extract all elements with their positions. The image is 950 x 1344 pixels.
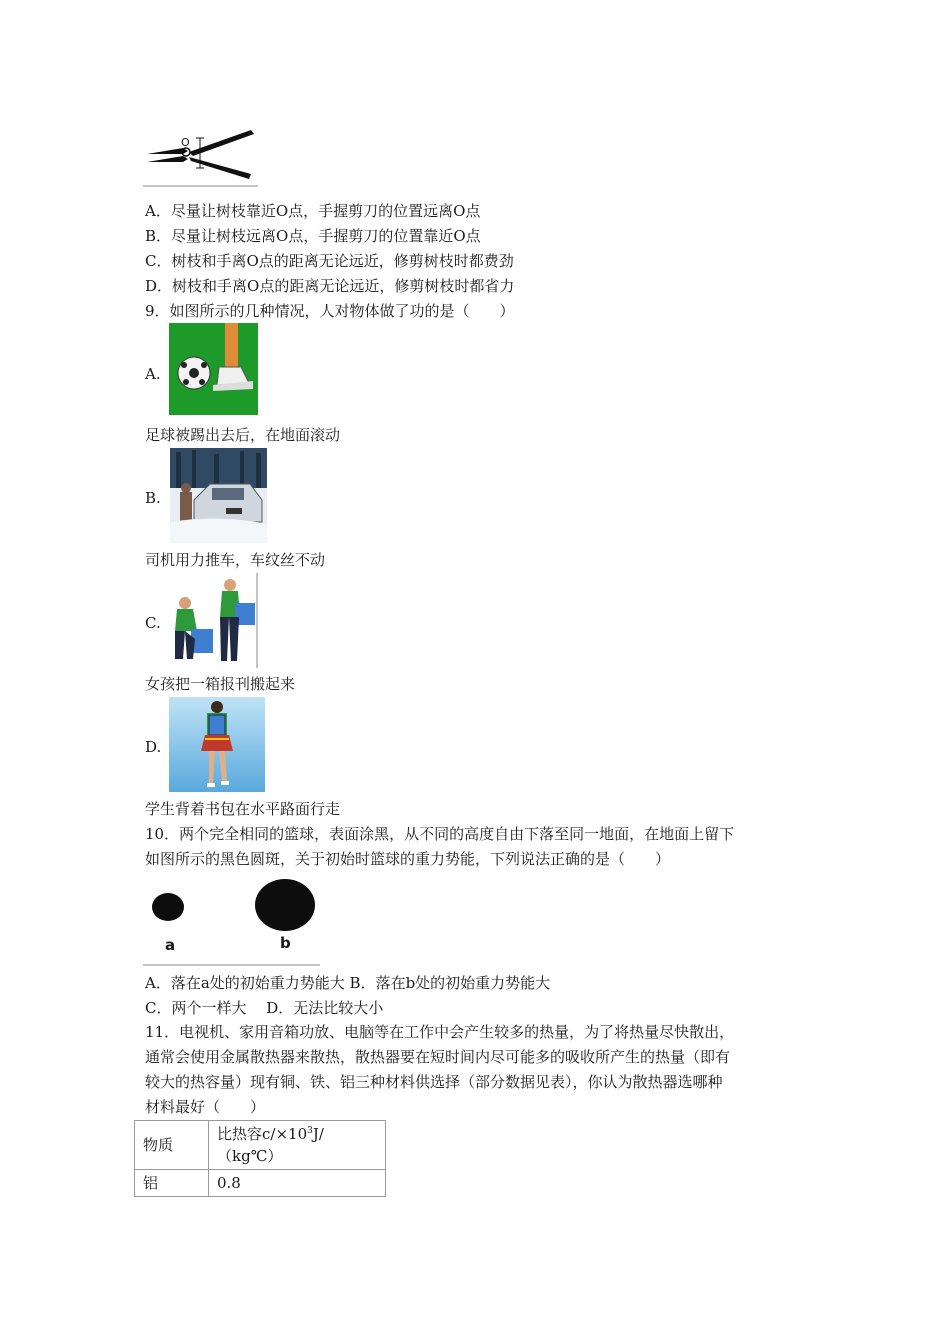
q11-stem-line-4: 材料最好（ ） [145, 1098, 266, 1116]
q11-stem-line-1: 11．电视机、家用音箱功放、电脑等在工作中会产生较多的热量，为了将热量尽快散出， [145, 1023, 735, 1041]
q11-stem-line-2: 通常会使用金属散热器来散热，散热器要在短时间内尽可能多的吸收所产生的热量（即有 [145, 1048, 731, 1066]
q10-stem-line-2: 如图所示的黑色圆斑，关于初始时篮球的重力势能，下列说法正确的是（ ） [145, 850, 671, 868]
student-walking-image [169, 697, 265, 792]
q9-option-c-caption: 女孩把一箱报刊搬起来 [145, 675, 296, 693]
specific-heat-table [134, 1120, 386, 1197]
table-cell: 0.8 [209, 1170, 386, 1197]
q10-options-line-2: C．两个一样大 D．无法比较大小 [145, 999, 384, 1017]
q8-option-a: A．尽量让树枝靠近O点，手握剪刀的位置远离O点 [145, 202, 481, 220]
q10-stem-line-1: 10．两个完全相同的篮球，表面涂黑，从不同的高度自由下落至同一地面，在地面上留下 [145, 825, 735, 843]
table-header-row [135, 1121, 386, 1170]
q9-stem: 9．如图所示的几种情况，人对物体做了功的是（ ） [145, 302, 515, 320]
table-row [135, 1170, 386, 1197]
q9-option-d-caption: 学生背着书包在水平路面行走 [145, 800, 341, 818]
shears-icon [143, 124, 258, 188]
q9-option-b-letter: B. [145, 489, 161, 507]
q8-option-d: D．树枝和手离O点的距离无论远近，修剪树枝时都省力 [145, 277, 515, 295]
q8-option-b: B．尽量让树枝远离O点，手握剪刀的位置靠近O点 [145, 227, 481, 245]
table-cell: 铝 [135, 1170, 209, 1197]
q9-option-a-caption: 足球被踢出去后，在地面滚动 [145, 426, 341, 444]
q9-option-d-letter: D. [145, 738, 162, 756]
spot-b-label: b [280, 934, 291, 952]
q9-option-a-letter: A. [145, 365, 161, 383]
table-header-cell: 比热容$c/\times 10^3J/(kg℃)$ [209, 1121, 386, 1170]
q9-option-b-caption: 司机用力推车，车纹丝不动 [145, 551, 326, 569]
table-header-cell: 物质 [135, 1121, 209, 1170]
football-image [169, 323, 258, 415]
q10-options-line-1: A．落在a处的初始重力势能大 B．落在b处的初始重力势能大 [145, 974, 551, 992]
girl-lifting-box-image [169, 573, 258, 668]
shears-figure [143, 124, 258, 188]
car-image [170, 448, 267, 543]
q9-option-c-letter: C. [145, 614, 161, 632]
q11-stem-line-3: 较大的热容量）现有铜、铁、铝三种材料供选择（部分数据见表），你认为散热器选哪种 [145, 1073, 723, 1091]
black-spots-figure [143, 874, 320, 966]
q8-option-c: C．树枝和手离O点的距离无论远近，修剪树枝时都费劲 [145, 252, 514, 270]
pivot-label: O [181, 136, 190, 149]
spot-a-label: a [165, 936, 176, 954]
